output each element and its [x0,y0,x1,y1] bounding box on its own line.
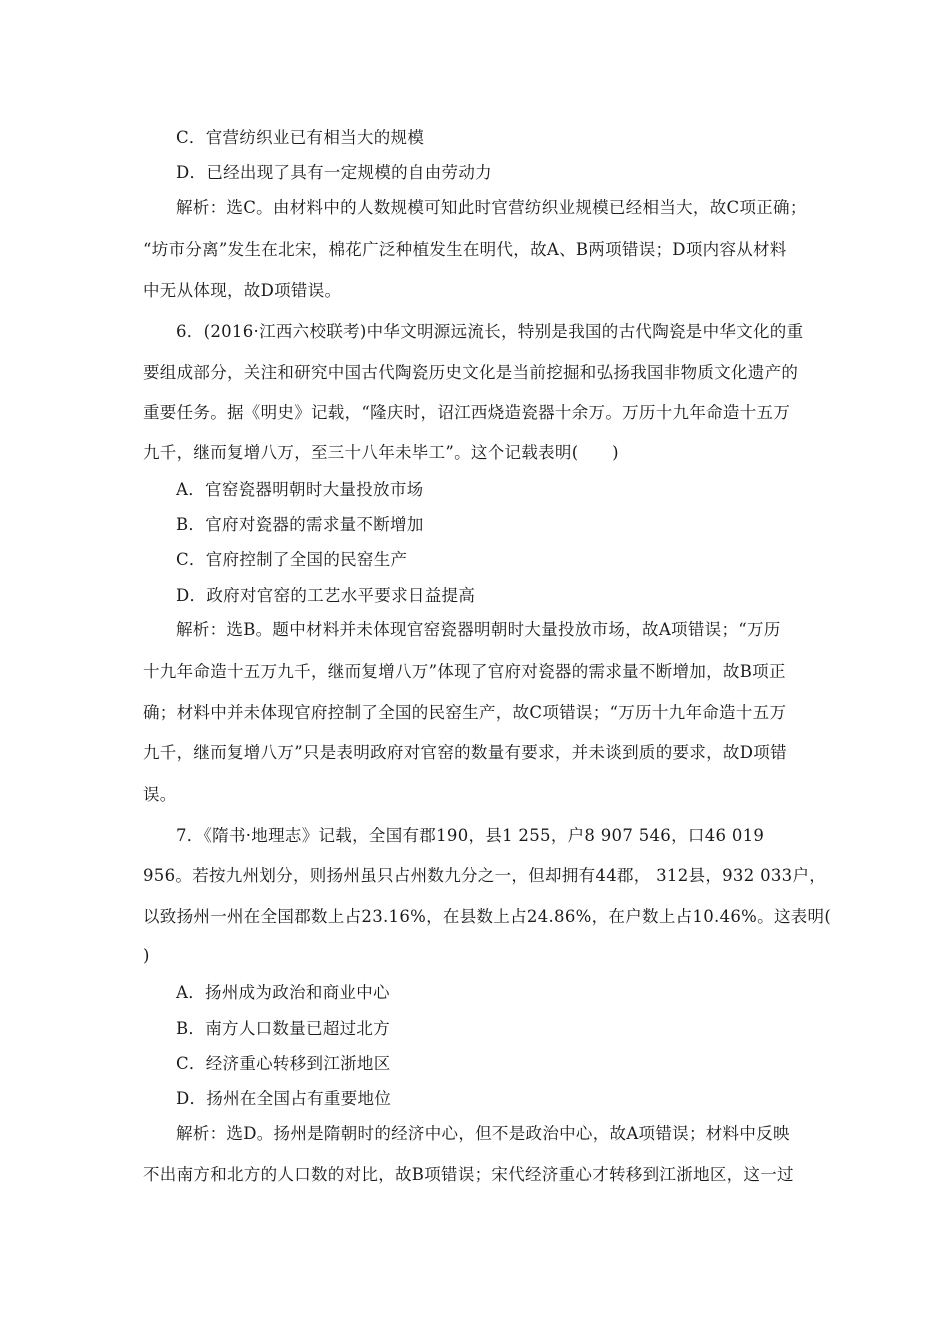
q7-option-a: A．扬州成为政治和商业中心 [176,983,390,1002]
q5-analysis-line: 解析：选C。由材料中的人数规模可知此时官营纺织业规模已经相当大，故C项正确； [176,198,807,217]
q7-option-c: C．经济重心转移到江浙地区 [176,1054,391,1073]
q5-analysis-line: 中无从体现，故D项错误。 [143,281,342,300]
q5-analysis-line: “坊市分离”发生在北宋，棉花广泛种植发生在明代，故A、B两项错误；D项内容从材料 [143,240,787,259]
q6-stem-line: 九千，继而复增八万，至三十八年未毕工”。这个记载表明( ) [143,443,619,462]
q7-option-b: B．南方人口数量已超过北方 [176,1019,391,1038]
q6-stem-line: 要组成部分，关注和研究中国古代陶瓷历史文化是当前挖掘和弘扬我国非物质文化遗产的 [143,363,799,382]
q6-analysis-line: 误。 [143,785,177,804]
q5-option-c: C．官营纺织业已有相当大的规模 [176,128,425,147]
q6-analysis-line: 十九年命造十五万九千，继而复增八万”体现了官府对瓷器的需求量不断增加，故B项正 [143,662,786,681]
q7-stem-line: 956。若按九州划分，则扬州虽只占州数九分之一，但却拥有44郡， 312县，932 033户， [143,866,827,885]
q6-analysis-line: 九千，继而复增八万”只是表明政府对官窑的数量有要求，并未谈到质的要求，故D项错 [143,743,787,762]
q6-stem-line: 6．(2016·江西六校联考)中华文明源远流长，特别是我国的古代陶瓷是中华文化的重 [176,322,804,341]
q6-stem-line: 重要任务。据《明史》记载，“隆庆时，诏江西烧造瓷器十余万。万历十九年命造十五万 [143,403,791,422]
q7-analysis-line: 不出南方和北方的人口数的对比，故B项错误；宋代经济重心才转移到江浙地区，这一过 [143,1165,794,1184]
q6-analysis-line: 解析：选B。题中材料并未体现官窑瓷器明朝时大量投放市场，故A项错误；“万历 [176,620,781,639]
q5-option-d: D．已经出现了具有一定规模的自由劳动力 [176,163,492,182]
q7-stem-line: 以致扬州一州在全国郡数上占23.16%，在县数上占24.86%，在户数上占10.46%。这表明( [143,907,832,926]
q6-option-c: C．官府控制了全国的民窑生产 [176,550,408,569]
q6-option-a: A．官窑瓷器明朝时大量投放市场 [176,480,424,499]
q6-option-d: D．政府对官窑的工艺水平要求日益提高 [176,586,476,605]
q7-analysis-line: 解析：选D。扬州是隋朝时的经济中心，但不是政治中心，故A项错误；材料中反映 [176,1124,790,1143]
q6-option-b: B．官府对瓷器的需求量不断增加 [176,515,424,534]
q7-stem-line: 7．《隋书·地理志》记载，全国有郡190，县1 255，户8 907 546，口46 019 [176,826,765,845]
q7-stem-line: ) [143,946,150,965]
q7-option-d: D．扬州在全国占有重要地位 [176,1089,392,1108]
q6-analysis-line: 确；材料中并未体现官府控制了全国的民窑生产，故C项错误；“万历十九年命造十五万 [143,703,787,722]
